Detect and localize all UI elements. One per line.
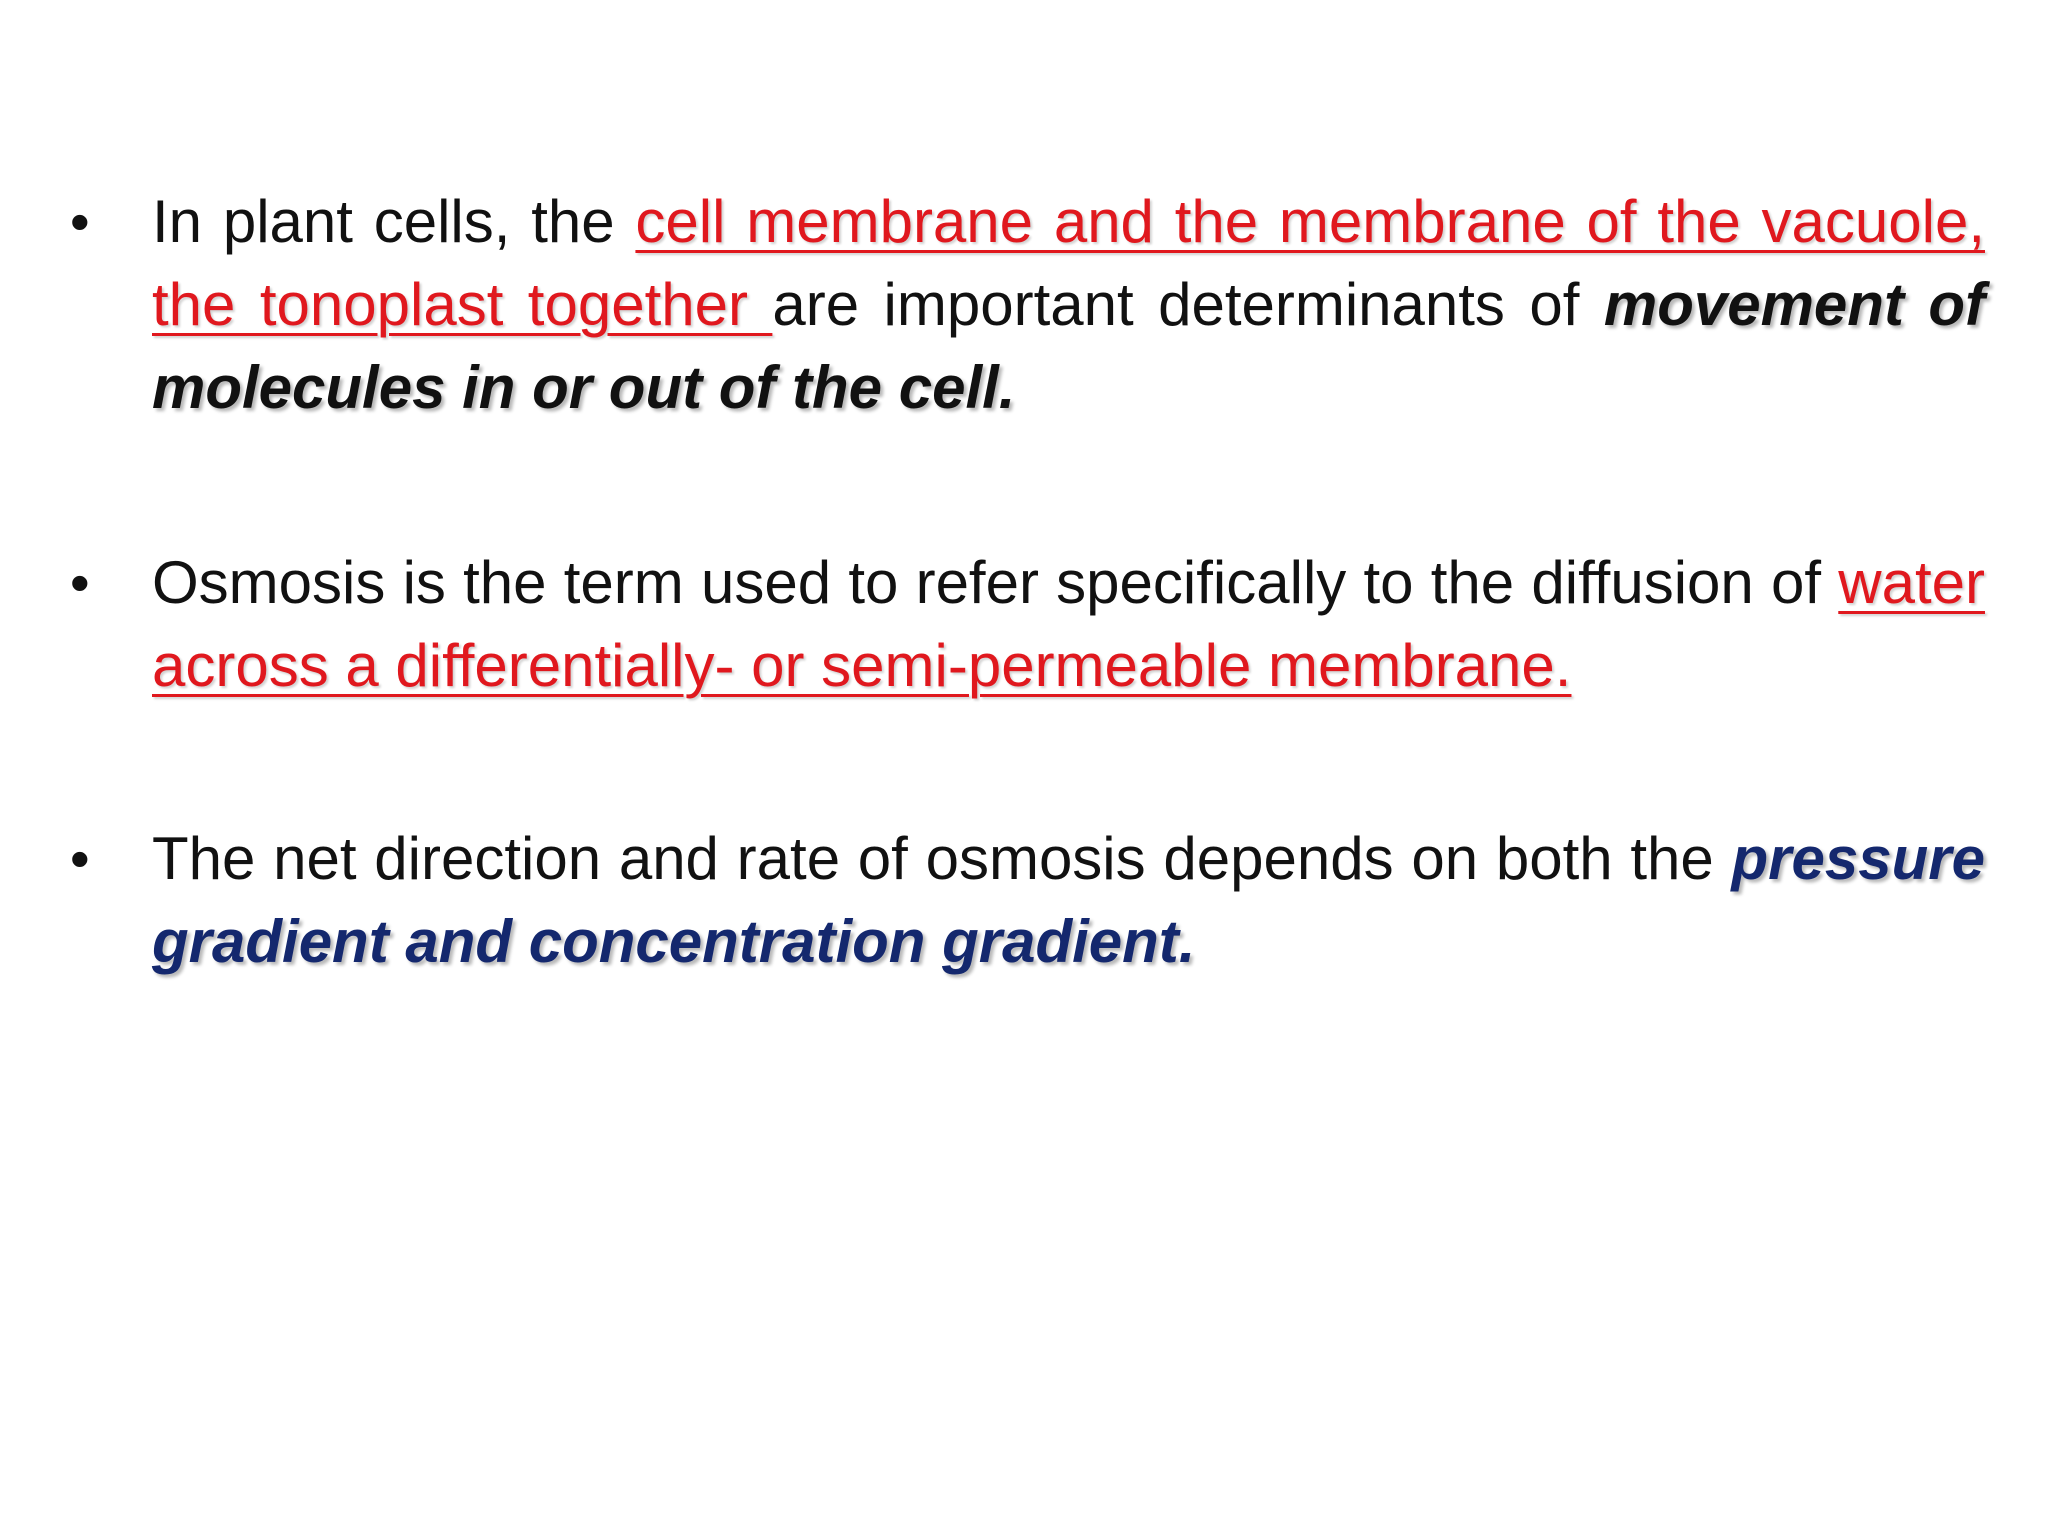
bullet-text: The net direction and rate of osmosis depends on both the <box>152 825 1732 892</box>
bullet-list <box>70 180 1985 1095</box>
bullet-text: Osmosis is the term used to refer specifically to the diffusion of <box>152 549 1839 616</box>
bullet-item-plant-cells <box>70 180 1985 429</box>
bullet-point-icon: • <box>70 190 90 253</box>
emphasized-text: movement of molecules in or out of the cell. <box>152 271 1985 421</box>
emphasized-text: pressure gradient and concentration gradient. <box>152 825 1985 975</box>
bullet-point-icon: • <box>70 551 90 614</box>
bullet-item-net-direction <box>70 817 1985 983</box>
bullet-text: In plant cells, the <box>152 188 636 255</box>
highlighted-text: cell membrane and the membrane of the vacuole, the tonoplast together <box>152 188 1985 338</box>
bullet-item-osmosis <box>70 541 1985 707</box>
bullet-text: are important determinants of <box>772 271 1604 338</box>
bullet-point-icon: • <box>70 827 90 890</box>
highlighted-text: water across a differentially- or semi-permeable membrane. <box>152 549 1985 699</box>
